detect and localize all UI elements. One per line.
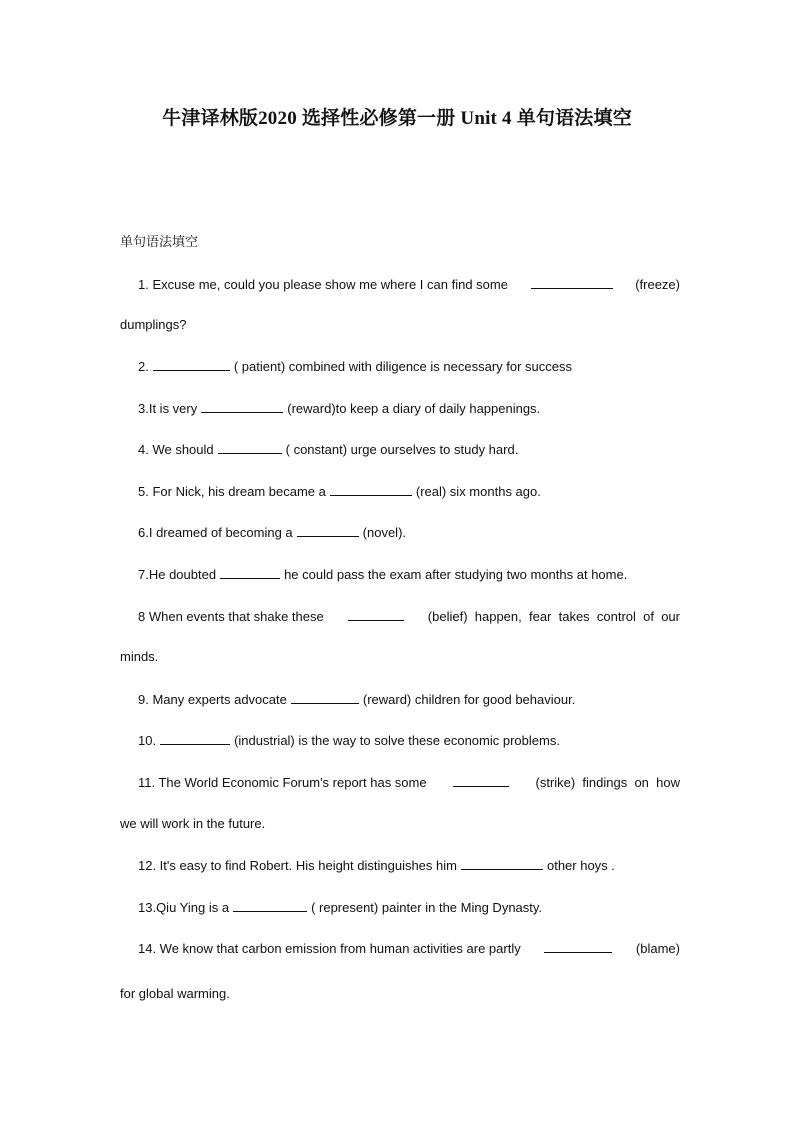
answer-blank	[348, 607, 404, 621]
question-12	[138, 856, 680, 875]
question-4-text: 4. We should	[138, 442, 214, 457]
answer-blank	[201, 399, 283, 413]
question-11-hint: (strike) findings on how	[535, 775, 680, 790]
question-11-text: 11. The World Economic Forum's report has some	[138, 775, 427, 790]
question-13	[138, 898, 680, 917]
answer-blank	[291, 690, 359, 704]
question-1-continuation-text: dumplings?	[120, 317, 187, 332]
question-14	[138, 939, 680, 958]
question-14-text: 14. We know that carbon emission from human activities are partly	[138, 941, 521, 956]
question-5-text: 5. For Nick, his dream became a	[138, 484, 326, 499]
question-11	[138, 773, 680, 792]
question-2-number: 2.	[138, 359, 149, 374]
question-8	[138, 607, 680, 626]
question-2-text: ( patient) combined with diligence is necessary for success	[233, 359, 572, 374]
answer-blank	[453, 773, 509, 787]
question-13-text: 13.Qiu Ying is a	[138, 900, 230, 915]
answer-blank	[461, 856, 543, 870]
question-6	[138, 523, 680, 542]
question-11-continuation	[120, 815, 680, 833]
question-5-hint: (real) six months ago.	[415, 484, 541, 499]
question-4-hint: ( constant) urge ourselves to study hard.	[285, 442, 519, 457]
question-3-hint: (reward)to keep a diary of daily happenings.	[287, 401, 541, 416]
question-10-text: (industrial) is the way to solve these economic problems.	[234, 733, 560, 748]
question-8-hint: (belief) happen, fear takes control of our	[427, 609, 680, 624]
question-1-hint: (freeze)	[635, 277, 680, 292]
question-10	[138, 731, 680, 750]
question-3-text: 3.It is very	[138, 401, 198, 416]
document-title: 牛津译林版2020 选择性必修第一册 Unit 4 单句语法填空	[162, 108, 632, 129]
question-14-continuation-text: for global warming.	[120, 986, 230, 1001]
question-6-text: 6.I dreamed of becoming a	[138, 525, 293, 540]
question-8-continuation	[120, 648, 680, 666]
question-12-text: 12. It's easy to find Robert. His height distinguishes him	[138, 858, 457, 873]
question-1	[138, 275, 680, 294]
question-2	[138, 357, 680, 376]
answer-blank	[160, 731, 230, 745]
question-14-continuation	[120, 985, 680, 1003]
question-8-continuation-text: minds.	[120, 649, 159, 664]
question-9	[138, 690, 680, 709]
answer-blank	[153, 357, 230, 371]
question-1-continuation	[120, 316, 680, 334]
question-6-hint: (novel).	[362, 525, 407, 540]
question-13-hint: ( represent) painter in the Ming Dynasty.	[311, 900, 543, 915]
answer-blank	[544, 939, 612, 953]
answer-blank	[220, 565, 280, 579]
question-11-continuation-text: we will work in the future.	[120, 816, 266, 831]
section-heading: 单句语法填空	[120, 234, 199, 249]
question-14-hint: (blame)	[635, 941, 680, 956]
question-5	[138, 482, 680, 501]
question-9-hint: (reward) children for good behaviour.	[362, 692, 576, 707]
question-1-text: 1. Excuse me, could you please show me where I can find some	[138, 277, 508, 292]
question-9-text: 9. Many experts advocate	[138, 692, 287, 707]
question-7-text: 7.He doubted	[138, 567, 217, 582]
question-7	[138, 565, 680, 584]
answer-blank	[218, 440, 282, 454]
answer-blank	[531, 275, 613, 289]
answer-blank	[233, 898, 307, 912]
question-4	[138, 440, 680, 459]
answer-blank	[330, 482, 412, 496]
answer-blank	[297, 523, 359, 537]
question-10-number: 10.	[138, 733, 157, 748]
question-3	[138, 399, 680, 418]
question-7-rest: he could pass the exam after studying two months at home.	[284, 567, 628, 582]
question-12-rest: other hoys .	[546, 858, 615, 873]
question-8-text: 8 When events that shake these	[138, 609, 324, 624]
